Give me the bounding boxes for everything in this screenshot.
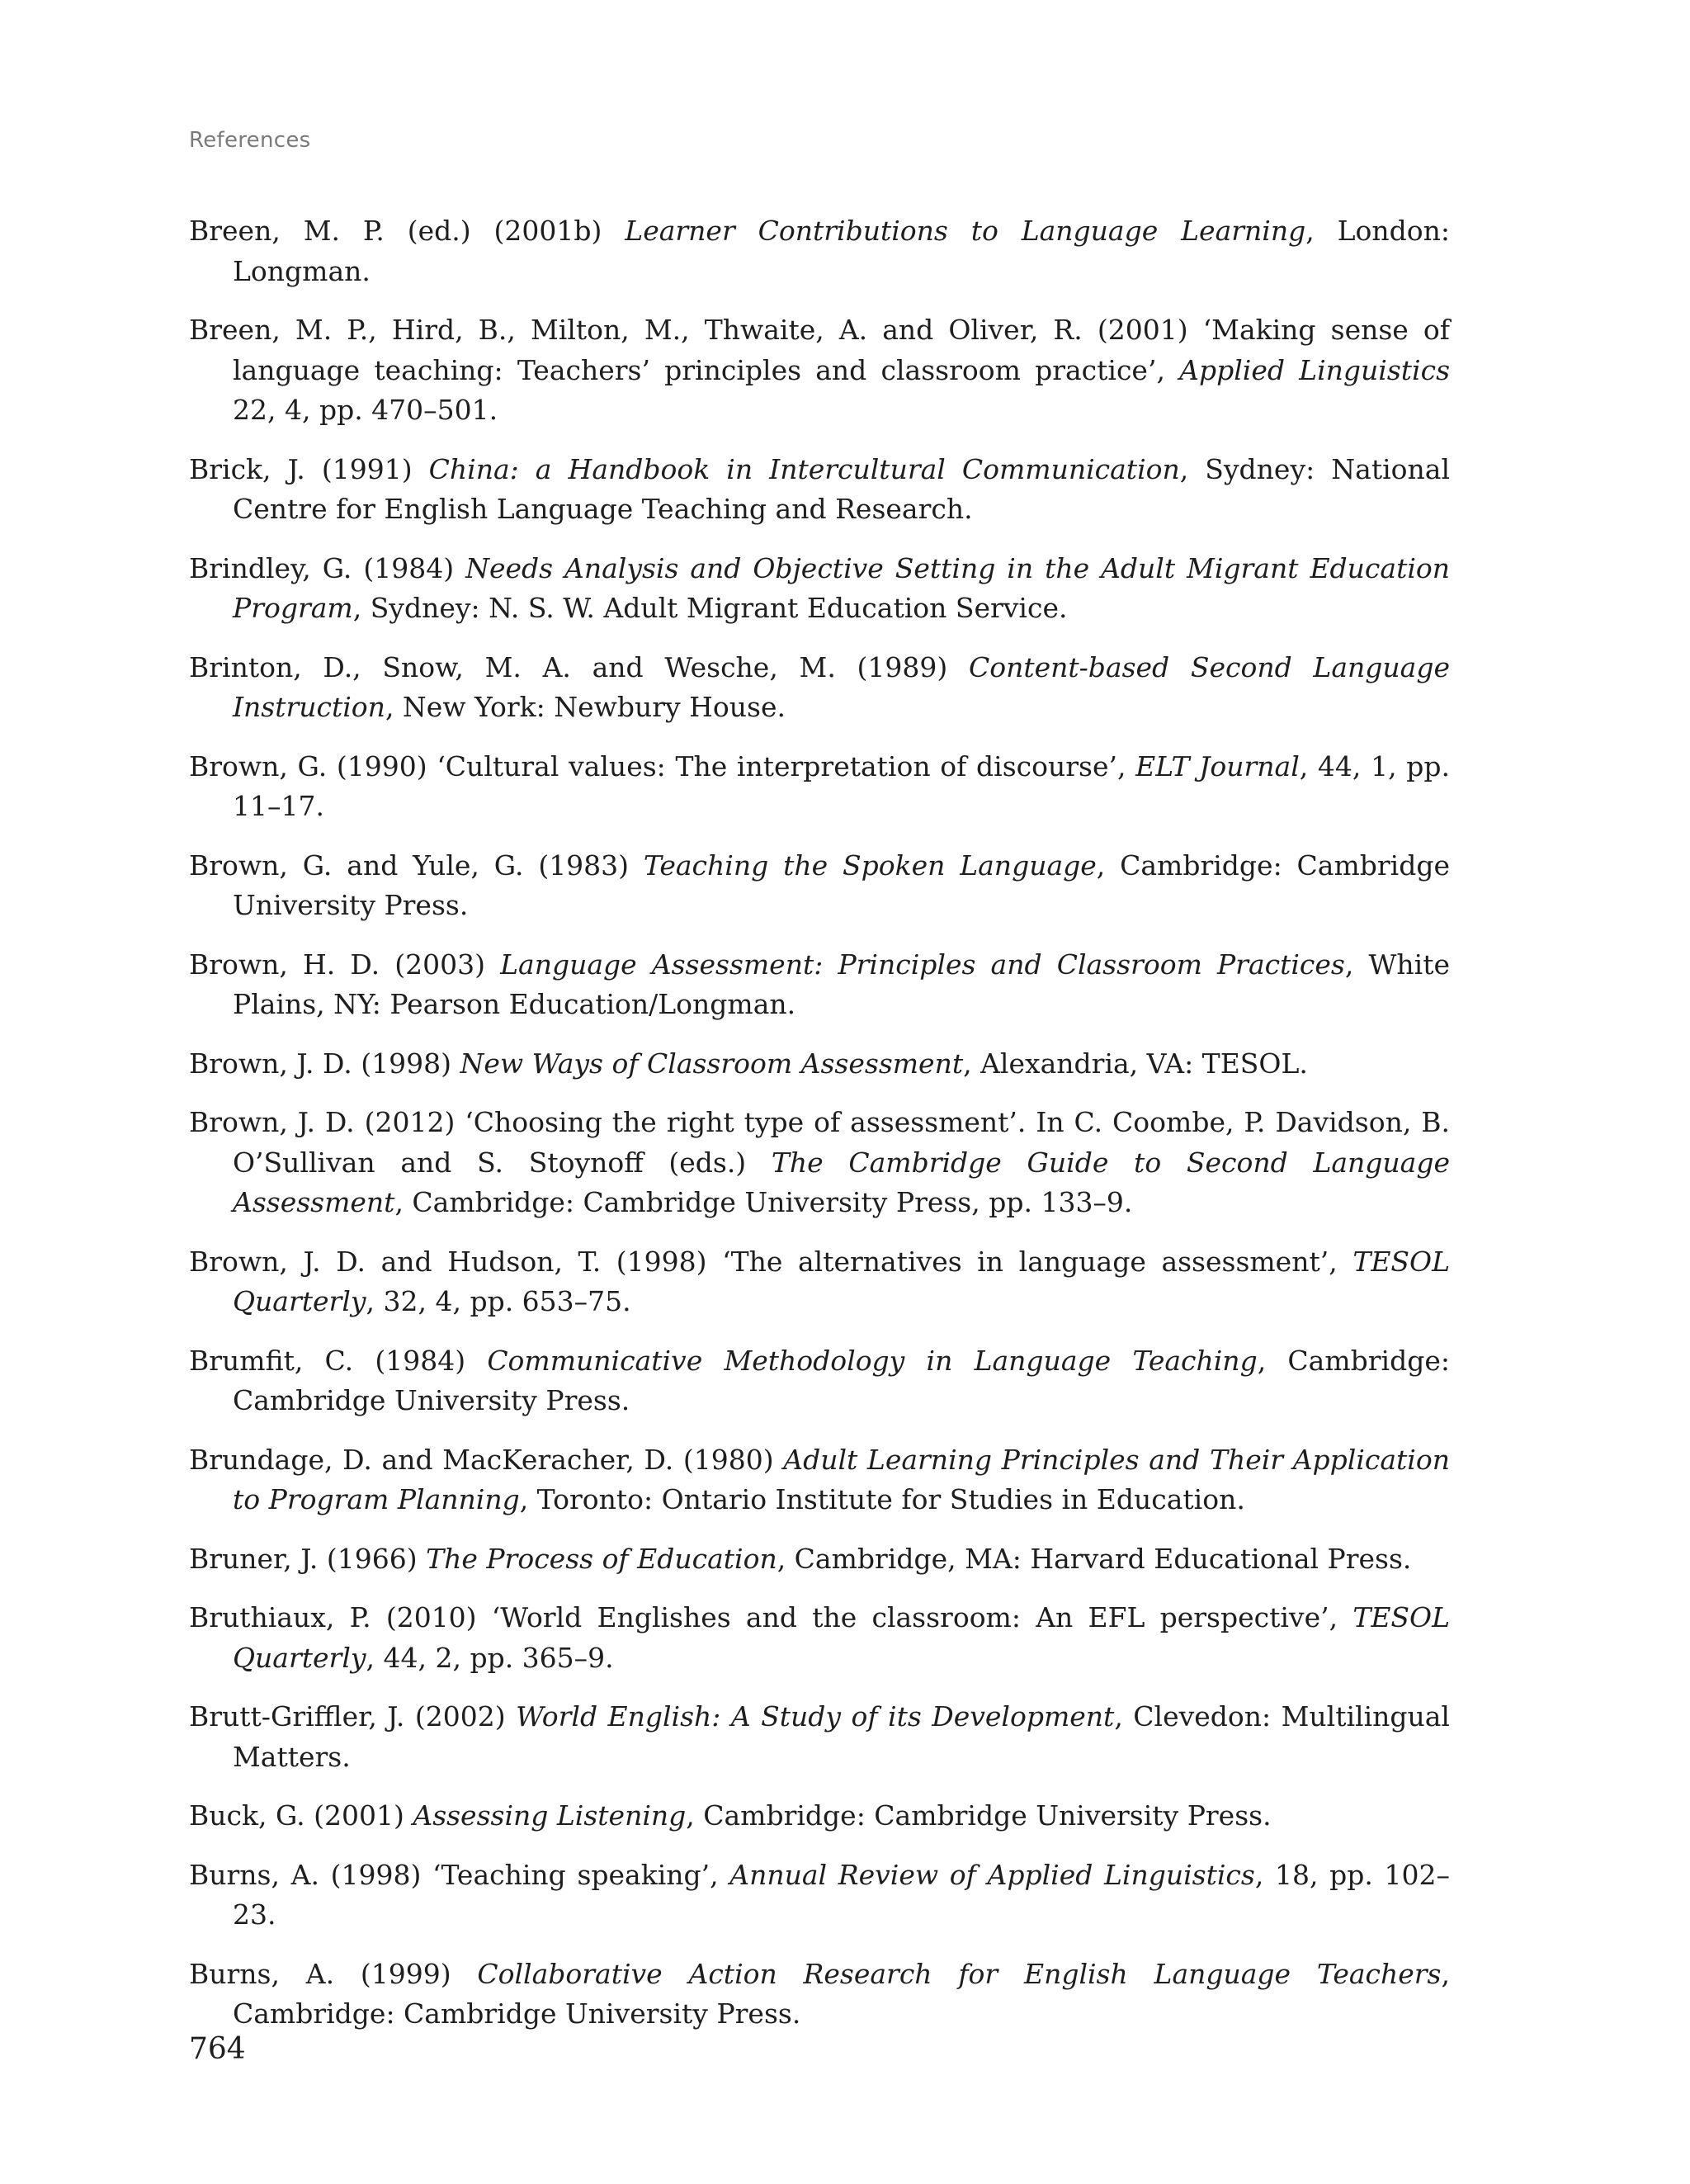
reference-entry: Breen, M. P., Hird, B., Milton, M., Thwaite, A. and Oliver, R. (2001) ‘Making sense of language teaching: Teachers’ principles and classroom practice’, Applied Linguistics 22, 4, pp. 470–501.: [189, 314, 1451, 426]
reference-entry: Bruner, J. (1966) The Process of Education, Cambridge, MA: Harvard Educational Press.: [189, 1542, 1412, 1575]
reference-entry: Brown, J. D. (2012) ‘Choosing the right type of assessment’. In C. Coombe, P. Davidson, B. O’Sullivan and S. Stoynoff (eds.) The Cambridge Guide to Second Language Assessment, Cambridge: Cambridge University Press, pp. 133–9.: [189, 1106, 1450, 1218]
reference-entry: Brown, J. D. and Hudson, T. (1998) ‘The alternatives in language assessment’, TESOL Quarterly, 32, 4, pp. 653–75.: [189, 1245, 1450, 1317]
reference-entry: Brumfit, C. (1984) Communicative Methodology in Language Teaching, Cambridge: Cambridge University Press.: [189, 1344, 1450, 1416]
reference-entry: Brundage, D. and MacKeracher, D. (1980) Adult Learning Principles and Their Application to Program Planning, Toronto: Ontario Institute for Studies in Education.: [189, 1443, 1450, 1515]
reference-entry: Brown, J. D. (1998) New Ways of Classroom Assessment, Alexandria, VA: TESOL.: [189, 1047, 1308, 1080]
reference-entry: Brown, G. and Yule, G. (1983) Teaching the Spoken Language, Cambridge: Cambridge University Press.: [189, 849, 1451, 921]
reference-entry: Brindley, G. (1984) Needs Analysis and Objective Setting in the Adult Migrant Education Program, Sydney: N. S. W. Adult Migrant Education Service.: [189, 551, 1450, 624]
reference-entry: Brown, G. (1990) ‘Cultural values: The interpretation of discourse’, ELT Journal, 44, 1, pp. 11–17.: [189, 749, 1450, 822]
reference-entry: Brown, H. D. (2003) Language Assessment: Principles and Classroom Practices, White Plains, NY: Pearson Education/Longman.: [189, 948, 1450, 1020]
reference-list: [189, 211, 1450, 2054]
running-head: References: [189, 128, 311, 153]
reference-entry: Brick, J. (1991) China: a Handbook in Intercultural Communication, Sydney: National Centre for English Language Teaching and Research.: [189, 452, 1450, 525]
page-number: 764: [189, 2032, 246, 2066]
reference-entry: Brutt-Griffler, J. (2002) World English: A Study of its Development, Clevedon: Multilingual Matters.: [189, 1700, 1450, 1773]
reference-entry: Burns, A. (1998) ‘Teaching speaking’, Annual Review of Applied Linguistics, 18, pp. 102–23.: [189, 1858, 1450, 1931]
reference-entry: Buck, G. (2001) Assessing Listening, Cambridge: Cambridge University Press.: [189, 1799, 1272, 1832]
reference-entry: Breen, M. P. (ed.) (2001b) Learner Contributions to Language Learning, London: Longman.: [189, 215, 1451, 287]
reference-entry: Bruthiaux, P. (2010) ‘World Englishes and the classroom: An EFL perspective’, TESOL Quarterly, 44, 2, pp. 365–9.: [189, 1601, 1450, 1674]
reference-entry: Brinton, D., Snow, M. A. and Wesche, M. (1989) Content-based Second Language Instruction, New York: Newbury House.: [189, 650, 1450, 723]
reference-entry: Burns, A. (1999) Collaborative Action Research for English Language Teachers, Cambridge: Cambridge University Press.: [189, 1957, 1450, 2030]
